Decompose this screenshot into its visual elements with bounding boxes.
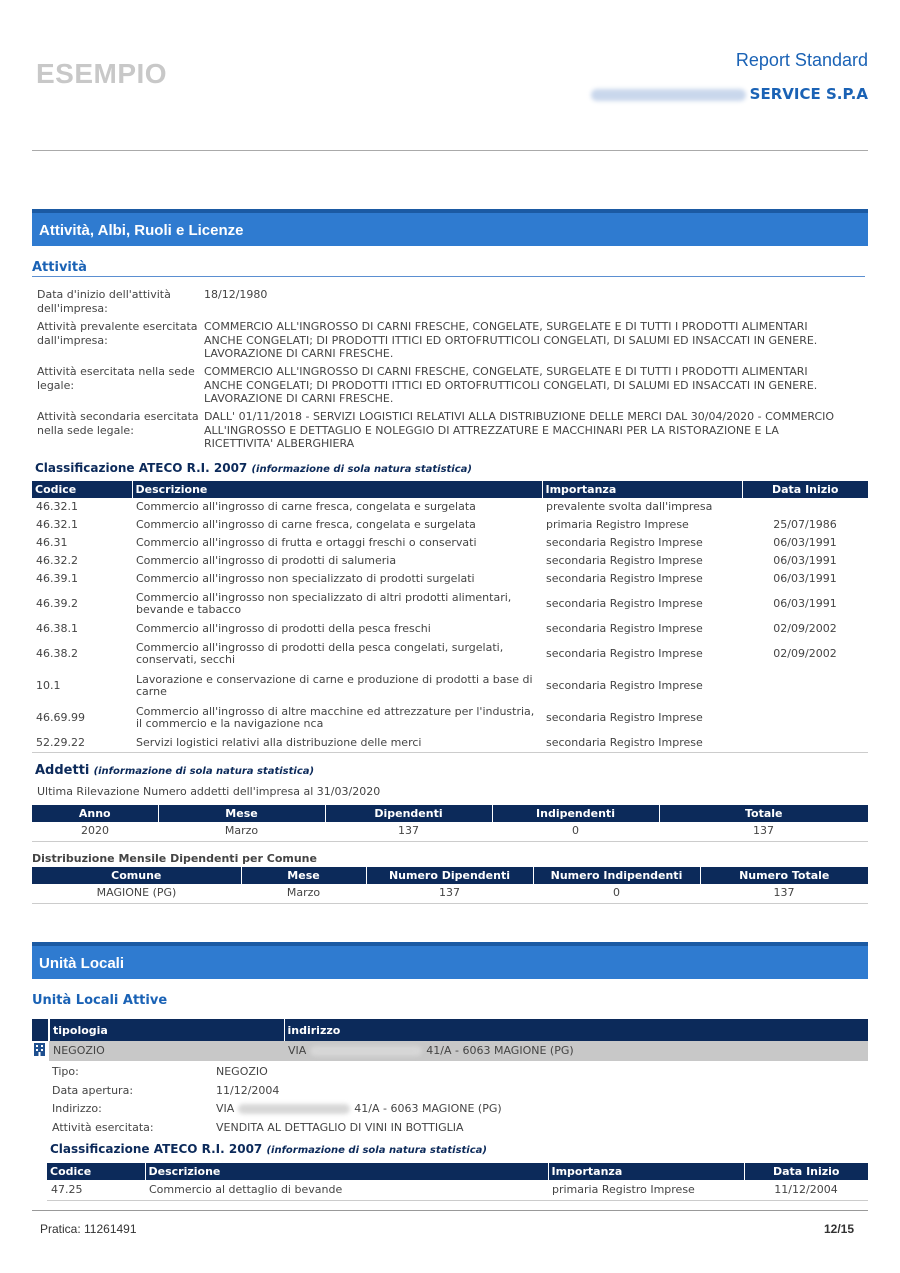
table-row [32,884,868,903]
addetti-title [35,763,314,778]
field-label: Attività esercitata nella sede legale: [37,365,195,392]
col-header: Numero Indipendenti [533,867,700,884]
cell-date: 06/03/1991 [773,571,837,585]
table-row [32,570,868,588]
detail-row [52,1119,852,1138]
cell-month: Marzo [224,824,259,837]
cell-date: 11/12/2004 [774,1182,838,1196]
cell-desc: Commercio all'ingrosso di carne fresca, congelata e surgelata [136,499,476,513]
unita-locali-table [32,1019,868,1061]
cell-total: 137 [753,824,774,837]
cell-code: 46.39.1 [36,571,78,585]
detail-label: Indirizzo: [52,1102,102,1115]
cell-date [742,702,868,734]
addetti-table [32,805,868,842]
cell-code: 52.29.22 [36,735,85,749]
cell-code: 46.32.1 [36,499,78,513]
cell-date [742,670,868,702]
field-value: COMMERCIO ALL'INGROSSO DI CARNI FRESCHE, CONGELATE, SURGELATE E DI TUTTI I PRODOTTI ALIMENTARI ANCHE CONGELATI; DI PRODOTTI ITTICI ED ORTOFRUTTICOLI CONGELATI, DI SALUMI ED INSACCATI IN GENERE. LAVORAZIONE DI CARNI FRESCHE. [204,365,818,405]
col-header: Data Inizio [742,481,868,498]
report-title: Report Standard [735,50,868,70]
ateco-title-text: Classificazione ATECO R.I. 2007 [35,461,248,475]
cell-importance: secondaria Registro Imprese [546,646,703,660]
footer-divider [32,1210,868,1211]
subsection-unita-locali-attive: Unità Locali Attive [32,993,168,1008]
cell-desc: Lavorazione e conservazione di carne e produzione di prodotti a base di carne [136,672,533,698]
field-label: Attività prevalente esercitata dall'impresa: [37,320,198,347]
cell-code: 46.38.1 [36,621,78,635]
table-row [47,1180,868,1200]
cell-date [742,734,868,752]
cell-desc: Commercio all'ingrosso non specializzato di prodotti surgelati [136,571,475,585]
header-divider [32,150,868,151]
cell-indirizzo [284,1041,868,1061]
detail-value: VENDITA AL DETTAGLIO DI VINI IN BOTTIGLIA [216,1120,464,1134]
field-label: Attività secondaria esercitata nella sede legale: [37,410,199,437]
cell-desc: Commercio all'ingrosso di prodotti di salumeria [136,553,397,567]
redacted-text [310,1046,422,1056]
col-header: tipologia [49,1019,284,1041]
cell-desc: Commercio all'ingrosso non specializzato di altri prodotti alimentari, bevande e tabacco [136,590,512,616]
cell-date: 06/03/1991 [773,596,837,610]
col-header: Mese [158,805,325,822]
cell-employees: 137 [439,886,460,899]
cell-date: 06/03/1991 [773,553,837,567]
cell-importance: secondaria Registro Imprese [546,621,703,635]
field-value: DALL' 01/11/2018 - SERVIZI LOGISTICI RELATIVI ALLA DISTRIBUZIONE DELLE MERCI DAL 30/04/2020 - COMMERCIO ALL'INGROSSO E DETTAGLIO E NOLEGGIO DI ATTREZZATURE E MACCHINARI PER LA RISTORAZIONE E LA RICETTIVITA' ALBERGHIERA [204,410,835,450]
cell-importance: secondaria Registro Imprese [546,553,703,567]
cell-code: 46.32.1 [36,517,78,531]
cell-desc: Commercio all'ingrosso di carne fresca, congelata e surgelata [136,517,476,531]
cell-desc: Commercio al dettaglio di bevande [149,1182,343,1196]
detail-label: Attività esercitata: [52,1120,154,1134]
cell-comune: MAGIONE (PG) [96,886,177,899]
cell-importance: primaria Registro Imprese [552,1182,695,1196]
address-civico: 41/A - 6063 MAGIONE (PG) [354,1102,502,1115]
redacted-text [238,1104,350,1114]
cell-date [742,498,868,516]
cell-code: 46.31 [36,535,68,549]
cell-desc: Commercio all'ingrosso di altre macchine ed attrezzature per l'industria, il commercio e la navigazione nca [136,704,535,730]
col-header: Numero Dipendenti [366,867,533,884]
distrib-table [32,867,868,904]
col-header: indirizzo [284,1019,868,1041]
cell-importance: secondaria Registro Imprese [546,596,703,610]
cell-date: 06/03/1991 [773,535,837,549]
field-value: COMMERCIO ALL'INGROSSO DI CARNI FRESCHE, CONGELATE, SURGELATE E DI TUTTI I PRODOTTI ALIMENTARI ANCHE CONGELATI; DI PRODOTTI ITTICI ED ORTOFRUTTICOLI CONGELATI, DI SALUMI ED INSACCATI IN GENERE. LAVORAZIONE DI CARNI FRESCHE. [204,320,818,360]
ul-ateco-note: (informazione di sola natura statistica) [266,1145,487,1156]
company-name [591,85,868,103]
activity-fields [37,288,867,458]
cell-date: 02/09/2002 [773,621,837,635]
page-number: 12/15 [823,1222,854,1236]
col-header: Anno [32,805,158,822]
col-header: Descrizione [132,481,542,498]
cell-desc: Servizi logistici relativi alla distribuzione delle merci [136,735,422,749]
cell-year: 2020 [81,824,109,837]
cell-importance: secondaria Registro Imprese [546,710,703,724]
table-row [32,588,868,620]
addetti-line: Ultima Rilevazione Numero addetti dell'impresa al 31/03/2020 [37,785,381,798]
table-row [32,620,868,638]
cell-code: 46.39.2 [36,596,78,610]
detail-row [52,1063,852,1082]
table-row [32,734,868,752]
detail-value [216,1100,502,1119]
detail-value: 11/12/2004 [216,1083,280,1097]
cell-total: 137 [773,886,795,899]
col-header: Descrizione [145,1163,548,1180]
address-civico: 41/A - 6063 MAGIONE (PG) [426,1043,574,1057]
col-header: Codice [47,1163,145,1180]
cell-desc: Commercio all'ingrosso di prodotti della pesca freschi [136,621,431,635]
col-header: Importanza [542,481,742,498]
cell-desc: Commercio all'ingrosso di frutta e ortaggi freschi o conservati [136,535,477,549]
table-row [32,498,868,516]
cell-code: 47.25 [51,1182,83,1196]
ul-ateco-table [47,1163,868,1201]
cell-date: 02/09/2002 [773,646,837,660]
cell-importance: secondaria Registro Imprese [546,678,703,692]
table-row [32,534,868,552]
col-header: Importanza [548,1163,744,1180]
field-row [37,288,867,320]
cell-importance: primaria Registro Imprese [546,517,689,531]
addetti-note: (informazione di sola natura statistica) [93,766,315,777]
cell-code: 46.38.2 [36,646,78,660]
cell-importance: secondaria Registro Imprese [546,535,703,549]
detail-row [52,1100,852,1119]
field-row [37,320,867,365]
ateco-title [35,461,472,475]
col-header: Numero Totale [700,867,868,884]
cell-employees: 137 [398,824,419,837]
col-header: Data Inizio [744,1163,868,1180]
subsection-attivita: Attività [32,260,865,277]
section-title-attivita: Attività, Albi, Ruoli e Licenze [32,209,868,246]
col-header: Dipendenti [325,805,492,822]
distrib-title: Distribuzione Mensile Dipendenti per Comune [32,852,317,865]
field-row [37,410,867,458]
cell-independent: 0 [613,886,620,899]
table-row [32,552,868,570]
field-row [37,365,867,410]
table-row [32,822,868,841]
address-via: VIA [216,1102,235,1115]
section-title-unita-locali: Unità Locali [32,942,868,979]
table-row [32,702,868,734]
ateco-note: (informazione di sola natura statistica) [251,464,472,475]
cell-date: 25/07/1986 [773,517,837,531]
cell-code: 10.1 [36,678,61,692]
field-label: Data d'inizio dell'attività dell'impresa: [37,288,171,315]
cell-importance: prevalente svolta dall'impresa [546,499,713,513]
detail-row [52,1082,852,1101]
col-header-spacer [32,1019,49,1041]
unita-locale-row[interactable] [32,1041,868,1061]
col-header: Codice [32,481,132,498]
table-row [32,638,868,670]
col-header: Totale [659,805,868,822]
ateco-table [32,481,868,753]
company-suffix: SERVICE S.P.A [749,85,868,103]
cell-importance: secondaria Registro Imprese [546,735,703,749]
table-row [32,670,868,702]
table-row [32,516,868,534]
building-icon [32,1041,49,1061]
detail-value: NEGOZIO [216,1065,268,1078]
pratica-number: Pratica: 11261491 [40,1222,137,1236]
ul-ateco-title [50,1142,487,1156]
detail-label: Data apertura: [52,1083,134,1097]
cell-tipologia: NEGOZIO [53,1043,105,1057]
cell-month: Marzo [286,886,321,899]
cell-desc: Commercio all'ingrosso di prodotti della pesca congelati, surgelati, conservati, secchi [136,640,504,666]
col-header: Comune [32,867,241,884]
cell-independent: 0 [572,824,579,837]
cell-code: 46.32.2 [36,553,78,567]
col-header: Mese [241,867,366,884]
ul-ateco-title-text: Classificazione ATECO R.I. 2007 [50,1142,263,1156]
field-value: 18/12/1980 [204,288,268,301]
addetti-title-text: Addetti [35,763,90,778]
cell-importance: secondaria Registro Imprese [546,571,703,585]
address-via: VIA [288,1043,307,1057]
cell-code: 46.69.99 [36,710,85,724]
detail-label: Tipo: [52,1065,79,1078]
col-header: Indipendenti [492,805,659,822]
redacted-text [591,89,746,101]
watermark: ESEMPIO [36,58,168,89]
unita-locale-details [52,1063,852,1137]
